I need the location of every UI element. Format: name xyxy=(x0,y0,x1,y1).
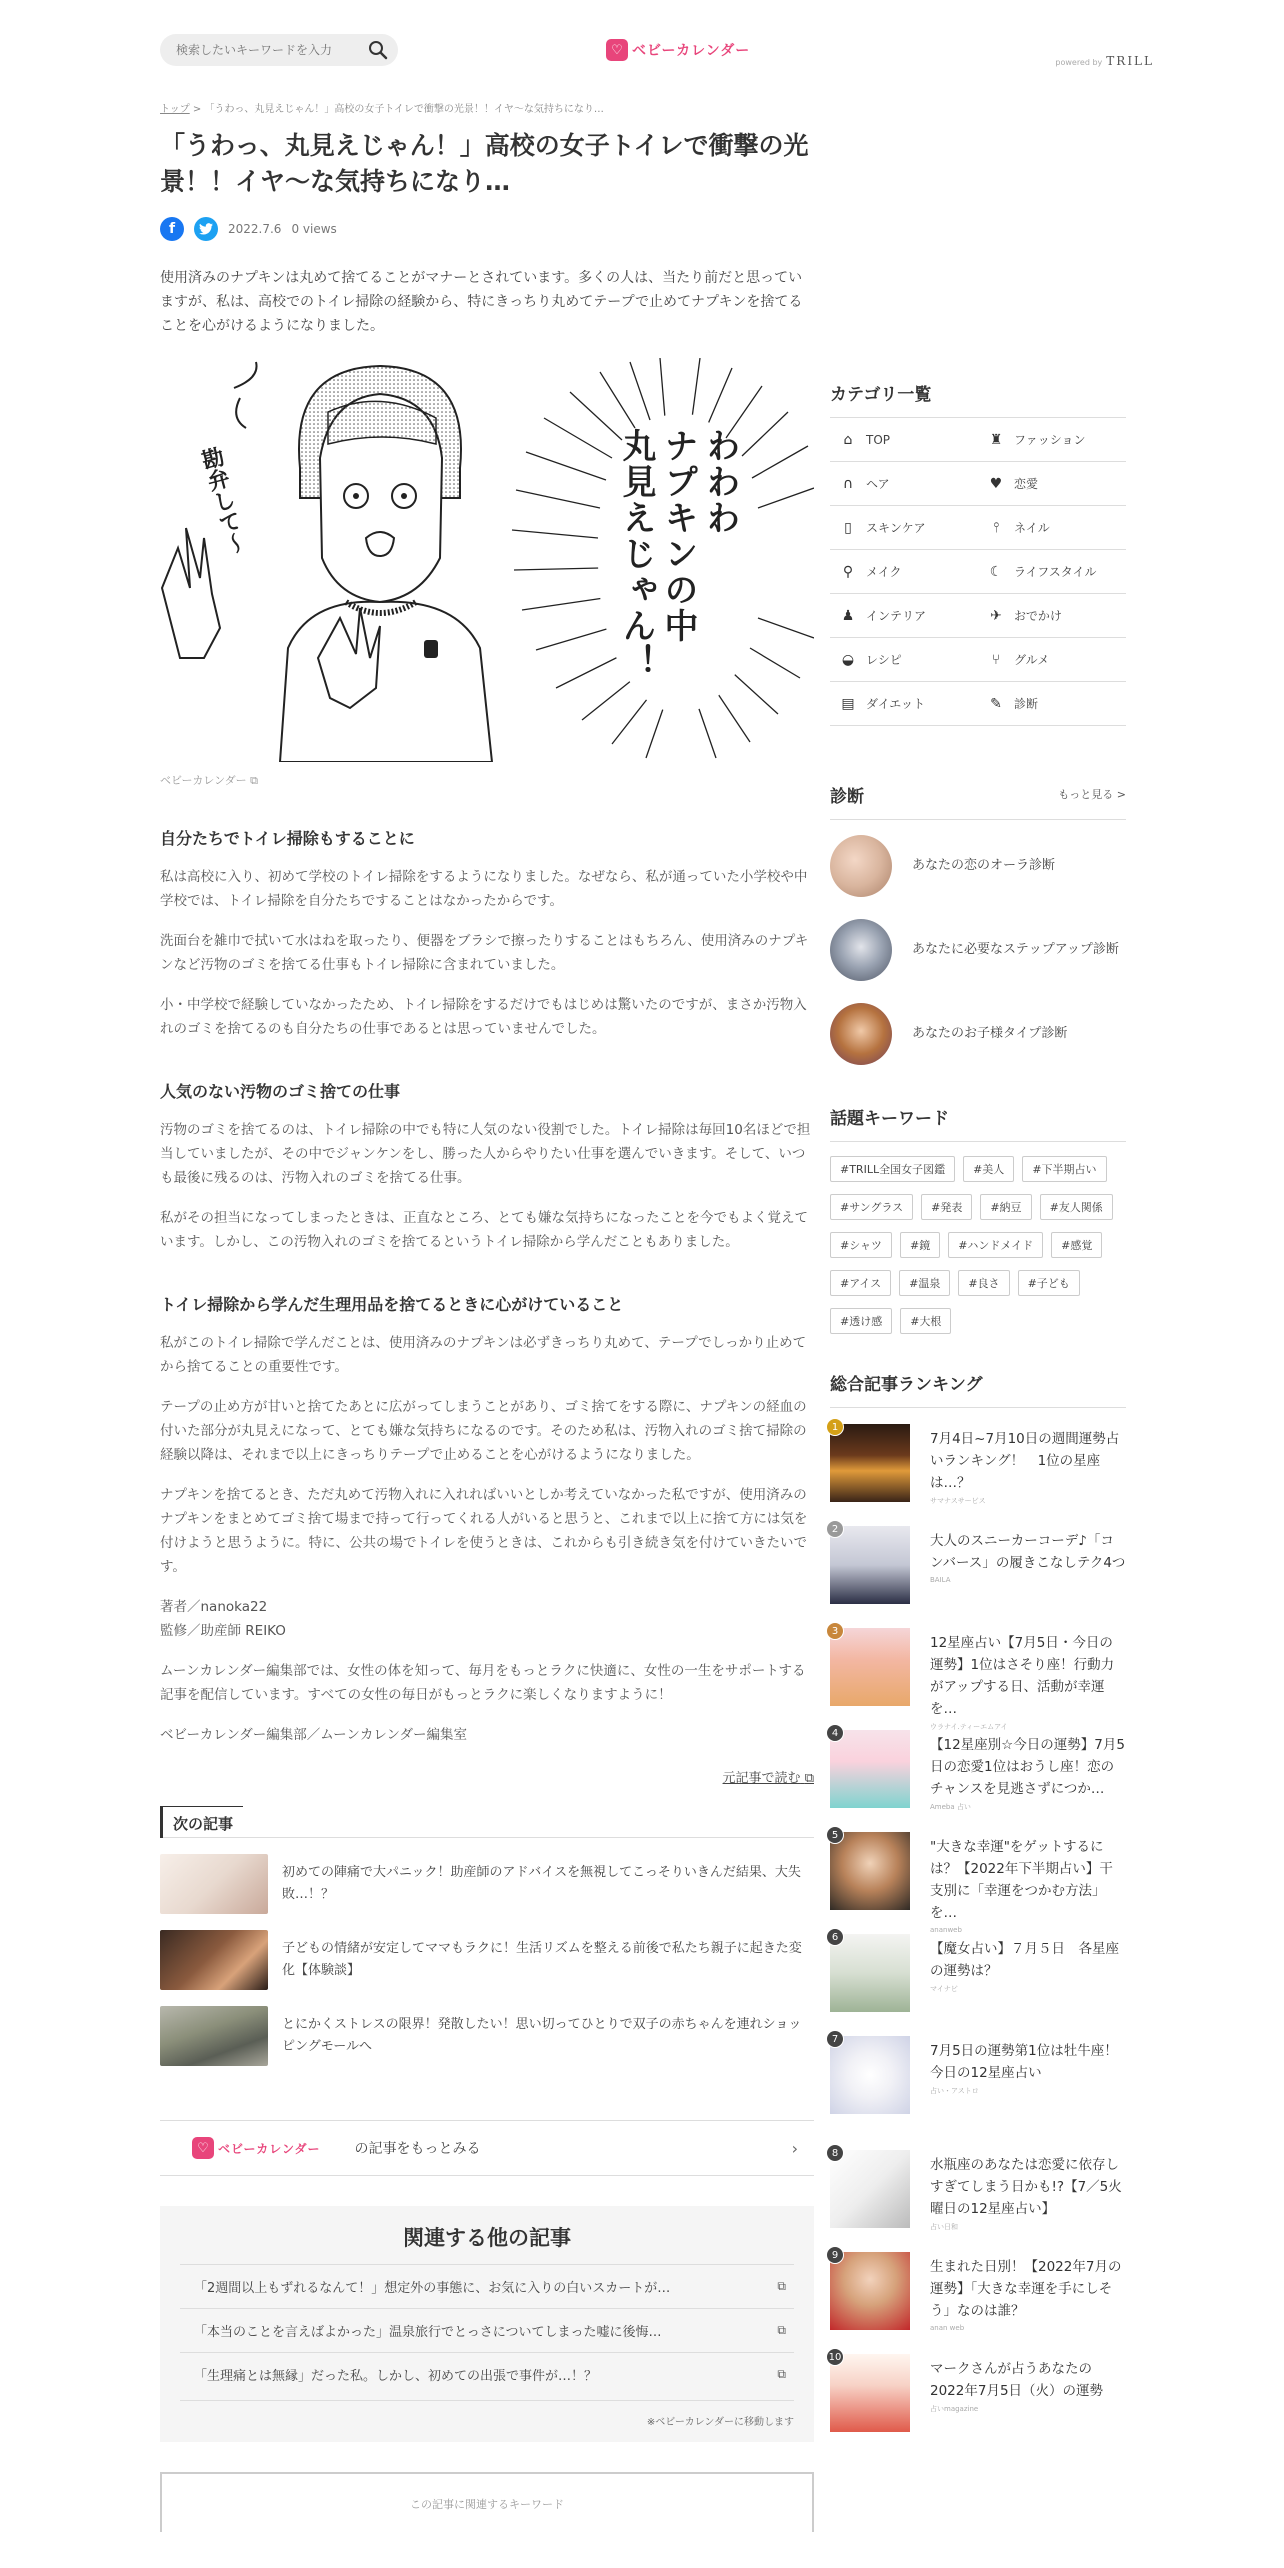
ranking-list xyxy=(828,1421,1126,2442)
category-item[interactable] xyxy=(978,418,1126,462)
manga-text-line1: わわわ xyxy=(700,428,740,536)
category-icon: ✎ xyxy=(990,695,1002,712)
category-icon: ▤ xyxy=(841,695,855,712)
article-meta xyxy=(160,216,814,242)
category-label: TOP xyxy=(866,432,891,447)
diagnosis-item[interactable] xyxy=(830,836,1126,896)
keyword-tag[interactable]: #サングラス xyxy=(830,1194,913,1220)
paragraph: 私がこのトイレ掃除で学んだことは、使用済みのナプキンは必ずきっちり丸めて、テープでしっかり止めてから捨てることの重要性です。 xyxy=(160,1335,807,1375)
ranking-number: 5 xyxy=(826,1826,844,1844)
ranking-heading: 総合記事ランキング xyxy=(830,1370,1126,1408)
keyword-tag[interactable]: #鏡 xyxy=(900,1232,940,1258)
diagnosis-title: あなたのお子様タイプ診断 xyxy=(912,1026,1068,1041)
category-icon: ▯ xyxy=(844,519,852,536)
keyword-tag[interactable]: #アイス xyxy=(830,1270,891,1296)
breadcrumb xyxy=(160,100,814,116)
category-label: 恋愛 xyxy=(1014,477,1039,491)
category-item[interactable] xyxy=(978,506,1126,550)
ranking-source: Ameba 占い xyxy=(930,1803,971,1811)
category-icon: ✈ xyxy=(990,607,1002,624)
ranking-title: 生まれた日別！【2022年7月の運勢】「大きな幸運を手にしそう」なのは誰？ xyxy=(930,2259,1122,2319)
category-label: スキンケア xyxy=(866,521,926,535)
ranking-number: 8 xyxy=(826,2144,844,2162)
category-icon: ⫯ xyxy=(992,519,1000,536)
diagnosis-title: あなたの恋のオーラ診断 xyxy=(912,858,1056,873)
ranking-source: ウラナイ.ティーエムアイ xyxy=(930,1723,1008,1731)
related-article-title: 「生理痛とは無縁」だった私。しかし、初めての出張で事件が…！？ xyxy=(194,2369,598,2384)
external-link-icon: ⧉ xyxy=(804,1771,814,1786)
powered-label: powered by xyxy=(1055,58,1103,67)
paragraph: 汚物のゴミを捨てるのは、トイレ掃除の中でも特に人気のない役割でした。トイレ掃除は毎回10名ほどで担当していましたが、その中でジャンケンをし、勝った人からやりたい仕事を選んでいきます。そして、いつも最後に残るのは、汚物入れのゴミを捨てる仕事。 xyxy=(160,1122,811,1186)
category-item[interactable] xyxy=(978,638,1126,682)
image-caption[interactable] xyxy=(160,772,814,788)
ranking-source: anan web xyxy=(930,2324,965,2332)
ranking-number: 10 xyxy=(826,2348,844,2366)
ranking-source: BAILA xyxy=(930,1576,951,1584)
paragraph: 私がその担当になってしまったときは、正直なところ、とても嫌な気持ちになったことを今でもよく覚えています。しかし、この汚物入れのゴミを捨てるというトイレ掃除から学んだこともありました。 xyxy=(160,1210,808,1250)
category-label: ダイエット xyxy=(866,697,926,711)
related-article-title: 「本当のことを言えばよかった」温泉旅行でとっさについてしまった嘘に後悔… xyxy=(194,2325,662,2340)
ranking-thumbnail xyxy=(830,2249,910,2330)
keyword-tag[interactable]: #発表 xyxy=(921,1194,972,1220)
diagnosis-more-link[interactable]: もっと見る > xyxy=(1058,788,1126,801)
view-count: 0 views xyxy=(291,222,337,236)
ranking-number: 7 xyxy=(826,2030,844,2048)
ranking-source: マイナビ xyxy=(930,1985,958,1993)
category-item[interactable] xyxy=(978,682,1126,726)
ranking-thumbnail xyxy=(830,1421,910,1502)
ranking-thumbnail xyxy=(830,2147,910,2228)
paragraph: ナプキンを捨てるとき、ただ丸めて汚物入れに入れればいいとしか考えていなかった私ですが、使用済みのナプキンをまとめてゴミ捨て場まで持って行ってくれる人がいると思うと、これまで以上に捨て方には気を付けようと思うように。特に、公共の場でトイレを使うときは、これからも引き続き気を付けていきたいです。 xyxy=(160,1487,808,1575)
category-item[interactable] xyxy=(830,462,978,506)
keyword-tag[interactable]: #子ども xyxy=(1018,1270,1080,1296)
category-item[interactable] xyxy=(978,594,1126,638)
site-logo[interactable] xyxy=(606,36,750,64)
ranking-item[interactable] xyxy=(830,2147,1126,2238)
logo-text: ベビーカレンダー xyxy=(218,2141,321,2156)
breadcrumb-top-link[interactable]: トップ xyxy=(160,104,190,115)
category-label: グルメ xyxy=(1014,653,1050,667)
ranking-item[interactable] xyxy=(830,2249,1126,2340)
next-thumbnail xyxy=(160,1930,268,1990)
related-note: ※ベビーカレンダーに移動します xyxy=(180,2400,794,2428)
ranking-number: 2 xyxy=(826,1520,844,1538)
diagnosis-title: あなたに必要なステップアップ診断 xyxy=(912,942,1119,957)
manga-text-line3: 丸見えじゃん！ xyxy=(616,428,656,680)
keyword-tag[interactable]: #感覚 xyxy=(1051,1232,1102,1258)
more-articles-label: の記事をもっとみる xyxy=(354,2141,481,2157)
external-link-icon: ⧉ xyxy=(250,774,258,787)
ranking-thumbnail xyxy=(830,1625,910,1706)
category-label: ファッション xyxy=(1014,433,1086,447)
keyword-tag[interactable]: #温泉 xyxy=(899,1270,950,1296)
keywords-heading: 話題キーワード xyxy=(830,1104,1126,1142)
category-item[interactable] xyxy=(830,418,978,462)
category-list xyxy=(830,418,1126,726)
category-item[interactable] xyxy=(830,506,978,550)
diagnosis-heading xyxy=(830,782,1126,820)
sidebar xyxy=(830,380,1126,2442)
ranking-thumbnail xyxy=(830,1727,910,1808)
category-label: ネイル xyxy=(1014,521,1050,535)
category-icon: ⑂ xyxy=(991,651,1001,668)
manga-text-small: 勘弁して～ xyxy=(195,444,249,558)
article-keywords-box: この記事に関連するキーワード xyxy=(160,2472,814,2532)
editor-credit: ベビーカレンダー編集部／ムーンカレンダー編集室 xyxy=(160,1727,467,1743)
ranking-title: "大きな幸運"をゲットするには？【2022年下半期占い】干支別に「幸運をつかむ方法」を… xyxy=(930,1839,1113,1921)
search-box[interactable] xyxy=(160,34,398,66)
logo-mark: ♡ xyxy=(606,39,628,61)
category-icon: ⚲ xyxy=(842,563,854,580)
ranking-thumbnail xyxy=(830,2033,910,2114)
ranking-item[interactable] xyxy=(830,1829,1126,1934)
author-line xyxy=(160,1595,814,1643)
breadcrumb-current: > 「うわっ、丸見えじゃん！」高校の女子トイレで衝撃の光景！！イヤ～な気持ちになり… xyxy=(189,104,604,115)
category-item[interactable] xyxy=(830,638,978,682)
ranking-item[interactable] xyxy=(830,2033,1126,2136)
category-label: メイク xyxy=(866,565,902,579)
next-articles xyxy=(160,1786,814,2066)
next-article-item[interactable] xyxy=(160,2006,814,2066)
ranking-thumbnail xyxy=(830,1829,910,1910)
next-article-item[interactable] xyxy=(160,1854,814,1914)
category-icon: ∩ xyxy=(842,475,854,492)
manga-text-line2: ナプキンの中 xyxy=(658,428,698,644)
manga-image xyxy=(160,358,814,762)
more-articles-bar[interactable] xyxy=(160,2120,814,2176)
category-label: ライフスタイル xyxy=(1014,565,1097,579)
logo-mark: ♡ xyxy=(192,2137,214,2159)
category-icon: ⌂ xyxy=(843,431,853,448)
ranking-title: 7月4日~7月10日の週間運勢占いランキング！ 1位の星座は…？ xyxy=(930,1431,1120,1491)
powered-brand: TRILL xyxy=(1106,54,1154,68)
keyword-tag[interactable]: #TRILL全国女子図鑑 xyxy=(830,1156,955,1182)
paragraph: 小・中学校で経験していなかったため、トイレ掃除をするだけでもはじめは驚いたのですが、まさか汚物入れのゴミを捨てるのも自分たちの仕事であるとは思っていませんでした。 xyxy=(160,997,807,1037)
facebook-share-icon[interactable]: f xyxy=(160,217,184,241)
keyword-tag[interactable]: #友人関係 xyxy=(1040,1194,1113,1220)
keyword-tag[interactable]: #下半期占い xyxy=(1022,1156,1106,1182)
related-articles xyxy=(160,2206,814,2442)
external-link-icon: ⧉ xyxy=(777,2279,786,2293)
related-article-item[interactable] xyxy=(180,2264,794,2308)
author: 著者／nanoka22 xyxy=(160,1599,268,1615)
supervisor: 監修／助産師 REIKO xyxy=(160,1623,286,1639)
article-title: 「うわっ、丸見えじゃん！」高校の女子トイレで衝撃の光景！！イヤ～な気持ちになり… xyxy=(160,131,809,196)
site-header xyxy=(0,0,1284,100)
ranking-title: 7月5日の運勢第1位は牡牛座！今日の12星座占い xyxy=(930,2043,1118,2081)
next-article-item[interactable] xyxy=(160,1930,814,1990)
paragraph: 洗面台を雑巾で拭いて水はねを取ったり、便器をブラシで擦ったりすることはもちろん、使用済みのナプキンなど汚物のゴミを捨てる仕事もトイレ掃除に含まれていました。 xyxy=(160,933,809,973)
ranking-item[interactable] xyxy=(830,1931,1126,2022)
article-lead: 使用済みのナプキンは丸めて捨てることがマナーとされています。多くの人は、当たり前だと思っていますが、私は、高校でのトイレ掃除の経験から、特にきっちり丸めてテープで止めてナプキンを捨てることを心がけるようになりました。 xyxy=(160,270,803,334)
image-caption-text: ベビーカレンダー xyxy=(160,774,247,787)
category-item[interactable] xyxy=(978,462,1126,506)
categories-heading: カテゴリ一覧 xyxy=(830,380,1126,418)
ranking-thumbnail xyxy=(830,1523,910,1604)
diagnosis-heading-label: 診断 xyxy=(830,787,864,807)
section-heading: 人気のない汚物のゴミ捨ての仕事 xyxy=(160,1082,401,1101)
ranking-number: 1 xyxy=(826,1418,844,1436)
ranking-thumbnail xyxy=(828,2351,910,2432)
diagnosis-thumbnail xyxy=(830,919,892,981)
ranking-title: マークさんが占うあなたの2022年7月5日（火）の運勢 xyxy=(930,2361,1104,2399)
category-icon: ☾ xyxy=(989,563,1003,580)
ranking-thumbnail xyxy=(830,1931,910,2012)
paragraph: テープの止め方が甘いと捨てたあとに広がってしまうことがあり、ゴミ捨てをする際に、ナプキンの経血の付いた部分が丸見えになって、とても嫌な気持ちになるのです。そのため私は、汚物入れのゴミ捨て掃除の経験以降は、それまで以上にきっちりテープで止めることを心がけるようになりました。 xyxy=(160,1399,807,1463)
next-thumbnail xyxy=(160,1854,268,1914)
category-icon: ♜ xyxy=(989,431,1003,448)
ranking-number: 9 xyxy=(826,2246,844,2264)
article-section-1 xyxy=(160,1079,814,1254)
category-item[interactable] xyxy=(830,682,978,726)
related-heading: 関連する他の記事 xyxy=(403,2226,571,2250)
category-icon: ♟ xyxy=(841,607,855,624)
ranking-title: 12星座占い【7月5日・今日の運勢】1位はさそり座！行動力がアップする日、活動が幸運を… xyxy=(930,1635,1115,1717)
keyword-tag[interactable]: #透け感 xyxy=(830,1308,892,1334)
category-item[interactable] xyxy=(830,550,978,594)
diagnosis-thumbnail xyxy=(830,1003,892,1065)
ranking-source: 占い日和 xyxy=(930,2223,958,2231)
ranking-source: サマナスサービス xyxy=(930,1497,986,1505)
divider xyxy=(160,1837,814,1838)
section-heading: トイレ掃除から学んだ生理用品を捨てるときに心がけていること xyxy=(160,1295,624,1314)
ranking-title: 水瓶座のあなたは恋愛に依存しすぎてしまう日かも!?【7／5火曜日の12星座占い】 xyxy=(930,2157,1122,2217)
ranking-source: 占いmagazine xyxy=(930,2405,979,2413)
diagnosis-item[interactable] xyxy=(830,1004,1126,1064)
publish-date: 2022.7.6 xyxy=(228,222,282,236)
chevron-right-icon: › xyxy=(791,2139,798,2158)
category-label: インテリア xyxy=(866,609,927,623)
about-text: ムーンカレンダー編集部では、女性の体を知って、毎月をもっとラクに快適に、女性の一生をサポートする記事を配信しています。すべての女性の毎日がもっとラクに楽しくなりますように！ xyxy=(160,1663,806,1703)
ranking-source: ananweb xyxy=(930,1926,962,1934)
ranking-number: 6 xyxy=(826,1928,844,1946)
category-item[interactable] xyxy=(978,550,1126,594)
ranking-item[interactable] xyxy=(830,1523,1126,1614)
keyword-tag[interactable]: #大根 xyxy=(900,1308,951,1334)
paragraph: 私は高校に入り、初めて学校のトイレ掃除をするようになりました。なぜなら、私が通っていた小学校や中学校では、トイレ掃除を自分たちですることはなかったからです。 xyxy=(160,869,808,909)
keyword-tag[interactable]: #ハンドメイド xyxy=(948,1232,1043,1258)
ranking-number: 4 xyxy=(826,1724,844,1742)
powered-by xyxy=(1055,54,1154,68)
ranking-title: 【魔女占い】７月５日 各星座の運勢は？ xyxy=(930,1941,1119,1979)
next-article-title: とにかくストレスの限界！発散したい！思い切ってひとりで双子の赤ちゃんを連れショッピングモールへ xyxy=(282,2017,802,2054)
ranking-source: 占い・アストロ xyxy=(930,2087,979,2095)
keyword-tag[interactable]: #シャツ xyxy=(830,1232,892,1258)
external-link-icon: ⧉ xyxy=(777,2367,786,2381)
category-icon: ◒ xyxy=(841,651,855,668)
article-section-0 xyxy=(160,826,814,1041)
diagnosis-thumbnail xyxy=(830,835,892,897)
manga-illustration xyxy=(160,358,814,762)
ranking-title: 【12星座別☆今日の運勢】7月5日の恋愛1位はおうし座！恋のチャンスを見逃さずにつか… xyxy=(930,1737,1125,1797)
related-article-item[interactable] xyxy=(180,2308,794,2352)
next-thumbnail xyxy=(160,2006,268,2066)
search-input[interactable] xyxy=(176,40,356,60)
ranking-number: 3 xyxy=(826,1622,844,1640)
ranking-item[interactable] xyxy=(830,1625,1126,1731)
related-article-item[interactable] xyxy=(180,2352,794,2396)
category-label: おでかけ xyxy=(1014,609,1062,623)
category-icon: ♥ xyxy=(989,475,1003,492)
section-heading: 自分たちでトイレ掃除もすることに xyxy=(160,829,415,848)
next-heading: 次の記事 xyxy=(160,1806,243,1838)
related-article-title: 「2週間以上もずれるなんて！」想定外の事態に、お気に入りの白いスカートが… xyxy=(194,2281,671,2296)
logo-text: ベビーカレンダー xyxy=(632,43,751,59)
category-item[interactable] xyxy=(830,594,978,638)
keyword-tag[interactable]: #良さ xyxy=(958,1270,1009,1296)
keyword-tag[interactable]: #美人 xyxy=(963,1156,1014,1182)
ranking-item[interactable] xyxy=(830,1421,1126,1512)
keyword-tag[interactable]: #納豆 xyxy=(980,1194,1031,1220)
ranking-title: 大人のスニーカーコーデ♪「コンバース」の履きこなしテク4つ xyxy=(930,1533,1126,1571)
category-label: 診断 xyxy=(1014,697,1039,711)
read-original-link[interactable] xyxy=(160,1767,814,1786)
keyword-list xyxy=(830,1156,1126,1334)
external-link-icon: ⧉ xyxy=(777,2323,786,2337)
diagnosis-item[interactable] xyxy=(830,920,1126,980)
search-icon[interactable] xyxy=(368,40,388,60)
category-label: レシピ xyxy=(866,653,902,667)
category-label: ヘア xyxy=(866,477,890,491)
article-section-2 xyxy=(160,1292,814,1579)
read-original-label: 元記事で読む xyxy=(722,1771,801,1786)
article xyxy=(160,96,814,2532)
twitter-share-icon[interactable] xyxy=(194,217,218,241)
next-article-title: 初めての陣痛で大パニック！助産師のアドバイスを無視してこっそりいきんだ結果、大失敗…！？ xyxy=(282,1865,801,1902)
ranking-item[interactable] xyxy=(828,2351,1126,2442)
next-article-title: 子どもの情緒が安定してママもラクに！生活リズムを整える前後で私たち親子に起きた変化【体験談】 xyxy=(282,1941,802,1978)
